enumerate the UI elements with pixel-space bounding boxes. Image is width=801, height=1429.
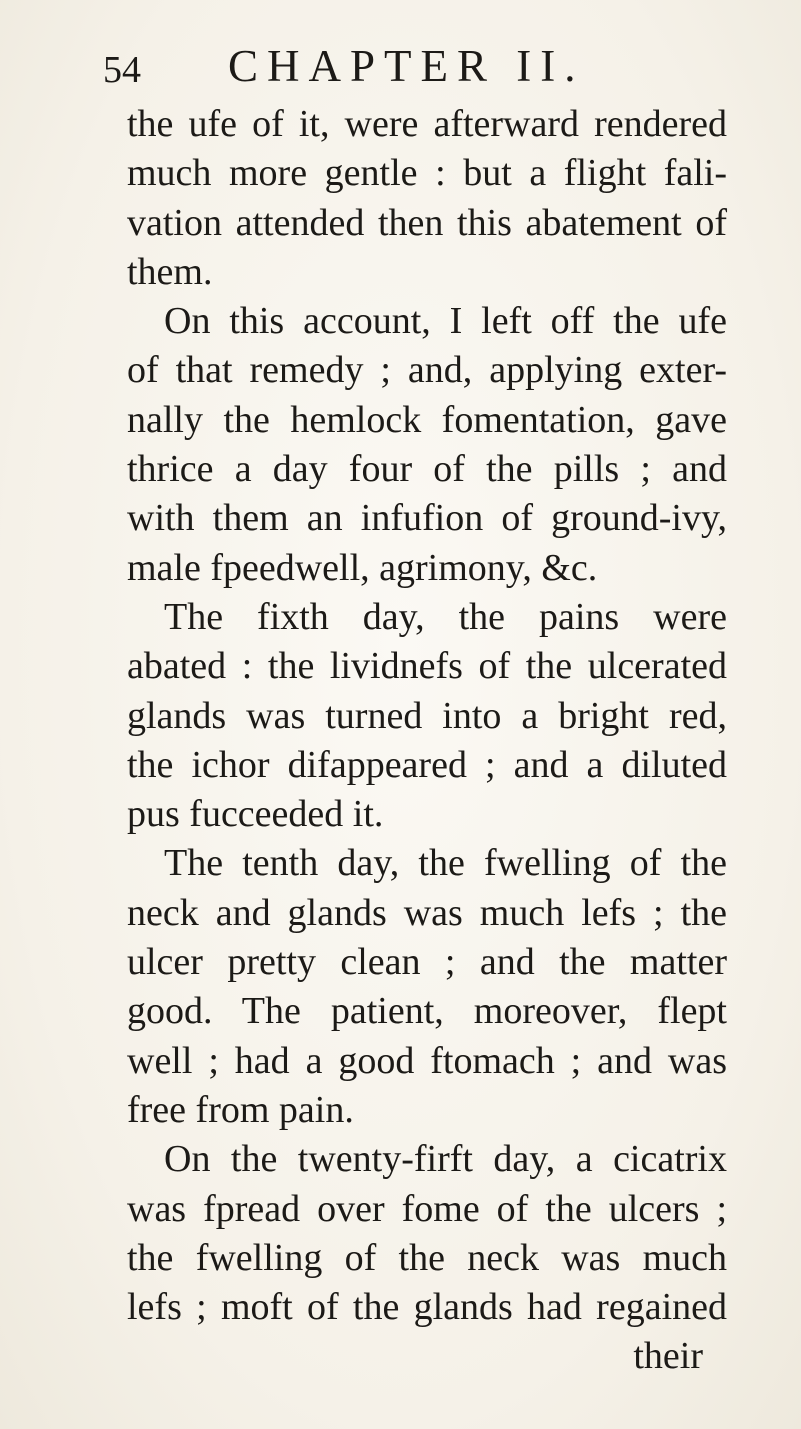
- text-line: neck and glands was much lefs ; the: [127, 891, 727, 934]
- text-line: the ufe of it, were afterward rendered: [127, 103, 727, 145]
- running-head: CHAPTER II.: [228, 41, 585, 91]
- text-line: with them an infufion of ground-ivy,: [127, 497, 727, 540]
- text-line: nally the hemlock fomentation, gave: [127, 398, 727, 441]
- text-line: of that remedy ; and, applying exter-: [127, 349, 727, 392]
- text-line: ulcer pretty clean ; and the matter: [127, 941, 727, 984]
- text-line: lefs ; moft of the glands had regained: [127, 1286, 727, 1329]
- text-line: free from pain.: [127, 1088, 354, 1131]
- text-line: abated : the lividnefs of the ulcerated: [127, 645, 727, 688]
- text-line: them.: [127, 250, 213, 293]
- text-line: On this account, I left off the ufe: [164, 300, 727, 343]
- text-line: male fpeedwell, agrimony, &c.: [127, 546, 598, 589]
- text-line: well ; had a good ftomach ; and was: [127, 1039, 727, 1082]
- text-line: On the twenty-firft day, a cicatrix: [164, 1138, 727, 1181]
- text-line: thrice a day four of the pills ; and: [127, 448, 727, 491]
- text-line: vation attended then this abatement of: [127, 201, 727, 244]
- text-line: The tenth day, the fwelling of the: [164, 842, 727, 885]
- catchword: their: [633, 1335, 703, 1378]
- text-line: was fpread over fome of the ulcers ;: [127, 1187, 727, 1230]
- text-line: the fwelling of the neck was much: [127, 1236, 727, 1279]
- page-number: 54: [103, 49, 141, 91]
- text-line: much more gentle : but a flight fali-: [127, 152, 727, 195]
- text-line: glands was turned into a bright red,: [127, 694, 727, 737]
- text-line: pus fucceeded it.: [127, 793, 384, 836]
- page-header: [103, 40, 663, 96]
- text-line: good. The patient, moreover, flept: [127, 990, 727, 1033]
- text-line: The fixth day, the pains were: [164, 595, 727, 638]
- body-text: [127, 100, 727, 1382]
- text-line: the ichor difappeared ; and a diluted: [127, 743, 727, 786]
